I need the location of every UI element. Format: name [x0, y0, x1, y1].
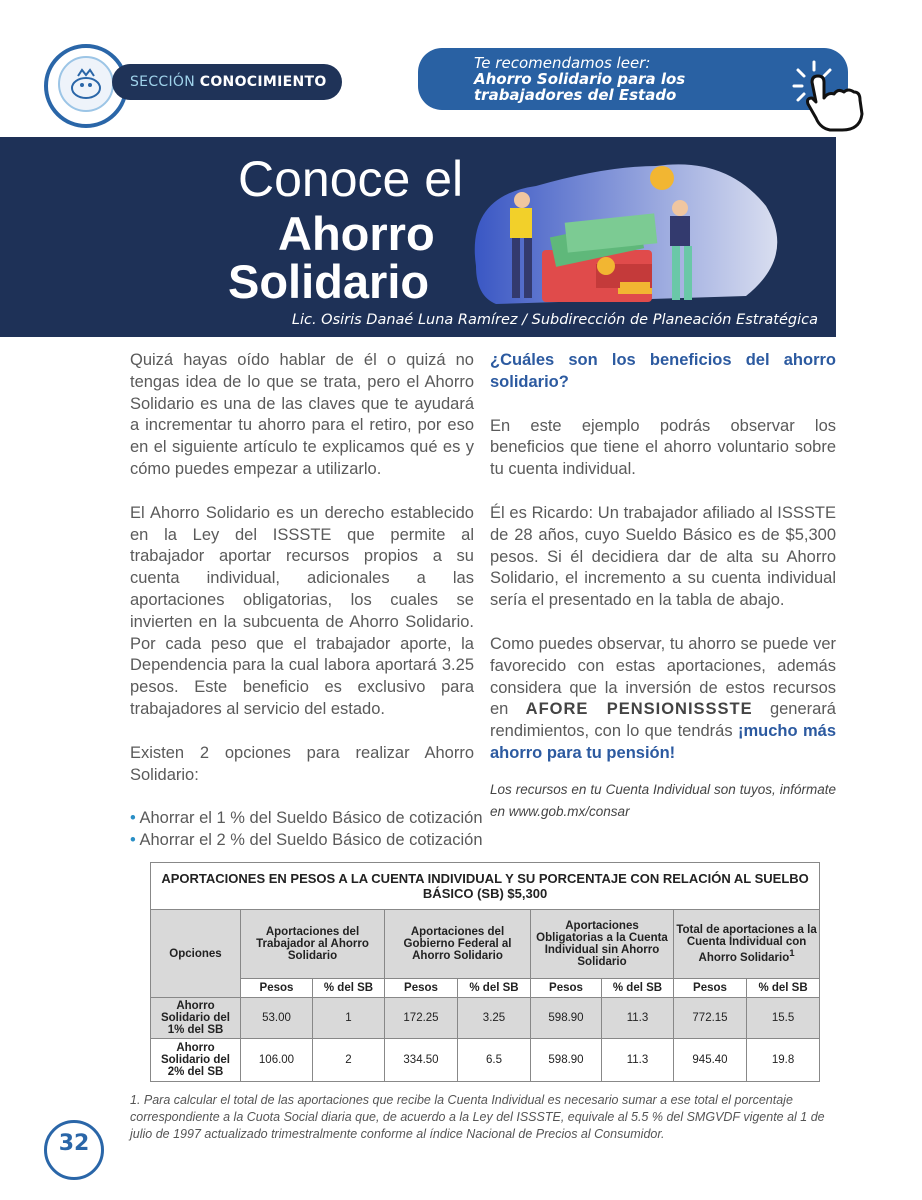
subheader-pesos: Pesos	[241, 979, 313, 998]
table-cell: 15.5	[747, 998, 820, 1039]
options-list	[130, 808, 483, 852]
hand-pointer-svg	[790, 58, 886, 134]
title-line-2: Ahorro	[278, 207, 435, 260]
table-cell: 11.3	[602, 998, 674, 1039]
table-cell: 106.00	[241, 1039, 313, 1082]
reco-line-2: Ahorro Solidario para los	[474, 70, 686, 88]
subheader-pesos: Pesos	[531, 979, 602, 998]
benefits-heading: ¿Cuáles son los beneficios del ahorro solidario?	[490, 351, 836, 391]
table-cell: 3.25	[458, 998, 531, 1039]
paragraph-example: En este ejemplo podrás observar los beneficios que tiene el ahorro voluntario sobre tu cuenta individual.	[490, 416, 836, 479]
table-footnote: 1. Para calcular el total de las aportaciones que recibe la Cuenta Individual es necesario sumar a ese total el porcentaje correspondiente a la Cuota Social diaria que, de acuerdo a la Ley del ISSSTE, equivale al 5.5 % del SMGVDF vigente al 1 de julio de 1997 actualizado trimestralmente conforme al índice Nacional de Precios al Consumidor.	[130, 1093, 825, 1141]
savings-illustration	[466, 146, 836, 306]
header-worker: Aportaciones del Trabajador al Ahorro Solidario	[241, 910, 385, 979]
option-1-text: Ahorrar el 1 % del Sueldo Básico de cotización	[139, 809, 483, 828]
paragraph-options: Existen 2 opciones para realizar Ahorro Solidario:	[130, 743, 474, 784]
header-total	[674, 910, 820, 979]
table-cell: 945.40	[674, 1039, 747, 1082]
conclusion-text-a: Como puedes observar, tu ahorro se puede ver favorecido con estas aportaciones, además considera que la inversión de estos recursos en	[490, 634, 836, 719]
article-column-right	[490, 350, 836, 823]
table-cell: 598.90	[531, 998, 602, 1039]
paragraph-conclusion	[490, 634, 836, 765]
afore-name: AFORE PENSIONISSSTE	[525, 700, 753, 719]
header-mandatory: Aportaciones Obligatorias a la Cuenta Individual sin Ahorro Solidario	[531, 910, 674, 979]
header-options: Opciones	[151, 910, 241, 998]
recommended-reading-text[interactable]	[474, 55, 685, 103]
header-government: Aportaciones del Gobierno Federal al Ahorro Solidario	[385, 910, 531, 979]
table-cell: 172.25	[385, 998, 458, 1039]
author-byline: Lic. Osiris Danaé Luna Ramírez / Subdirección de Planeación Estratégica	[291, 312, 818, 328]
option-2-text: Ahorrar el 2 % del Sueldo Básico de cotización	[139, 831, 483, 850]
subheader-pct: % del SB	[747, 979, 820, 998]
table-row	[151, 1039, 820, 1082]
list-item	[130, 808, 483, 830]
list-item	[130, 830, 483, 852]
table-row	[151, 998, 820, 1039]
table-caption: APORTACIONES EN PESOS A LA CUENTA INDIVIDUAL Y SU PORCENTAJE CON RELACIÓN AL SUELBO BÁSICO (SB) $5,300	[151, 863, 820, 910]
subheader-pct: % del SB	[313, 979, 385, 998]
reco-line-3: trabajadores del Estado	[474, 86, 677, 104]
row-label: Ahorro Solidario del 2% del SB	[151, 1039, 241, 1082]
conclusion-highlight: ¡mucho más ahorro para tu pensión!	[490, 722, 836, 762]
section-prefix: SECCIÓN	[130, 74, 196, 90]
section-name: CONOCIMIENTO	[199, 74, 327, 90]
bullet-dot: •	[130, 809, 136, 828]
row-label: Ahorro Solidario del 1% del SB	[151, 998, 241, 1039]
table-cell: 598.90	[531, 1039, 602, 1082]
article-column-left	[130, 350, 483, 852]
table-cell: 53.00	[241, 998, 313, 1039]
footnote-marker: 1	[789, 948, 795, 960]
header-total-text: Total de aportaciones a la Cuenta Individual con Ahorro Solidario	[676, 924, 817, 964]
table-cell: 6.5	[458, 1039, 531, 1082]
paragraph-definition: El Ahorro Solidario es un derecho establecido en la Ley del ISSSTE que permite al trabajador aportar recursos propios a su cuenta individual, adicionales a las aportaciones obligatorias, los cuales se invierten en la subcuenta de Ahorro Solidario. Por cada peso que el trabajador aporte, la Dependencia para la cual labora aportará 3.25 pesos. Este beneficio es exclusivo para trabajadores al servicio del estado.	[130, 503, 474, 718]
subheader-pesos: Pesos	[674, 979, 747, 998]
paragraph-intro: Quizá hayas oído hablar de él o quizá no tengas idea de lo que se trata, pero el Ahorro Solidario es una de las claves que te ayudará a incrementar tu ahorro para el retiro, por eso en el siguiente artículo te explicamos qué es y cómo puedes empezar a utilizarlo.	[130, 351, 474, 478]
section-label	[112, 64, 342, 100]
piggy-bank-svg	[60, 58, 112, 110]
subheader-pesos: Pesos	[385, 979, 458, 998]
reco-line-1: Te recomendamos leer:	[474, 54, 651, 72]
subheader-pct: % del SB	[458, 979, 531, 998]
table-cell: 772.15	[674, 998, 747, 1039]
bullet-dot: •	[130, 831, 136, 850]
contributions-table	[150, 862, 820, 1082]
illustration-svg	[466, 146, 836, 306]
table-cell: 19.8	[747, 1039, 820, 1082]
title-line-3: Solidario	[228, 255, 430, 308]
paragraph-ricardo: Él es Ricardo: Un trabajador afiliado al ISSSTE de 28 años, cuyo Sueldo Básico es de $5,300 pesos. Si él decidiera dar de alta su Ahorro Solidario, el incremento a su cuenta individual sería el presentado en la tabla de abajo.	[490, 503, 836, 610]
piggy-bank-icon	[58, 56, 114, 112]
table-cell: 334.50	[385, 1039, 458, 1082]
table-cell: 11.3	[602, 1039, 674, 1082]
page-number: 32	[58, 1131, 90, 1156]
title-line-1: Conoce el	[238, 151, 464, 207]
table-cell: 2	[313, 1039, 385, 1082]
consar-note: Los recursos en tu Cuenta Individual son tuyos, infórmate en www.gob.mx/consar	[490, 781, 836, 819]
subheader-pct: % del SB	[602, 979, 674, 998]
conclusion-text-c: generará rendimientos, con lo que tendrás	[490, 700, 836, 741]
hand-pointer-icon[interactable]	[790, 58, 886, 134]
table-cell: 1	[313, 998, 385, 1039]
